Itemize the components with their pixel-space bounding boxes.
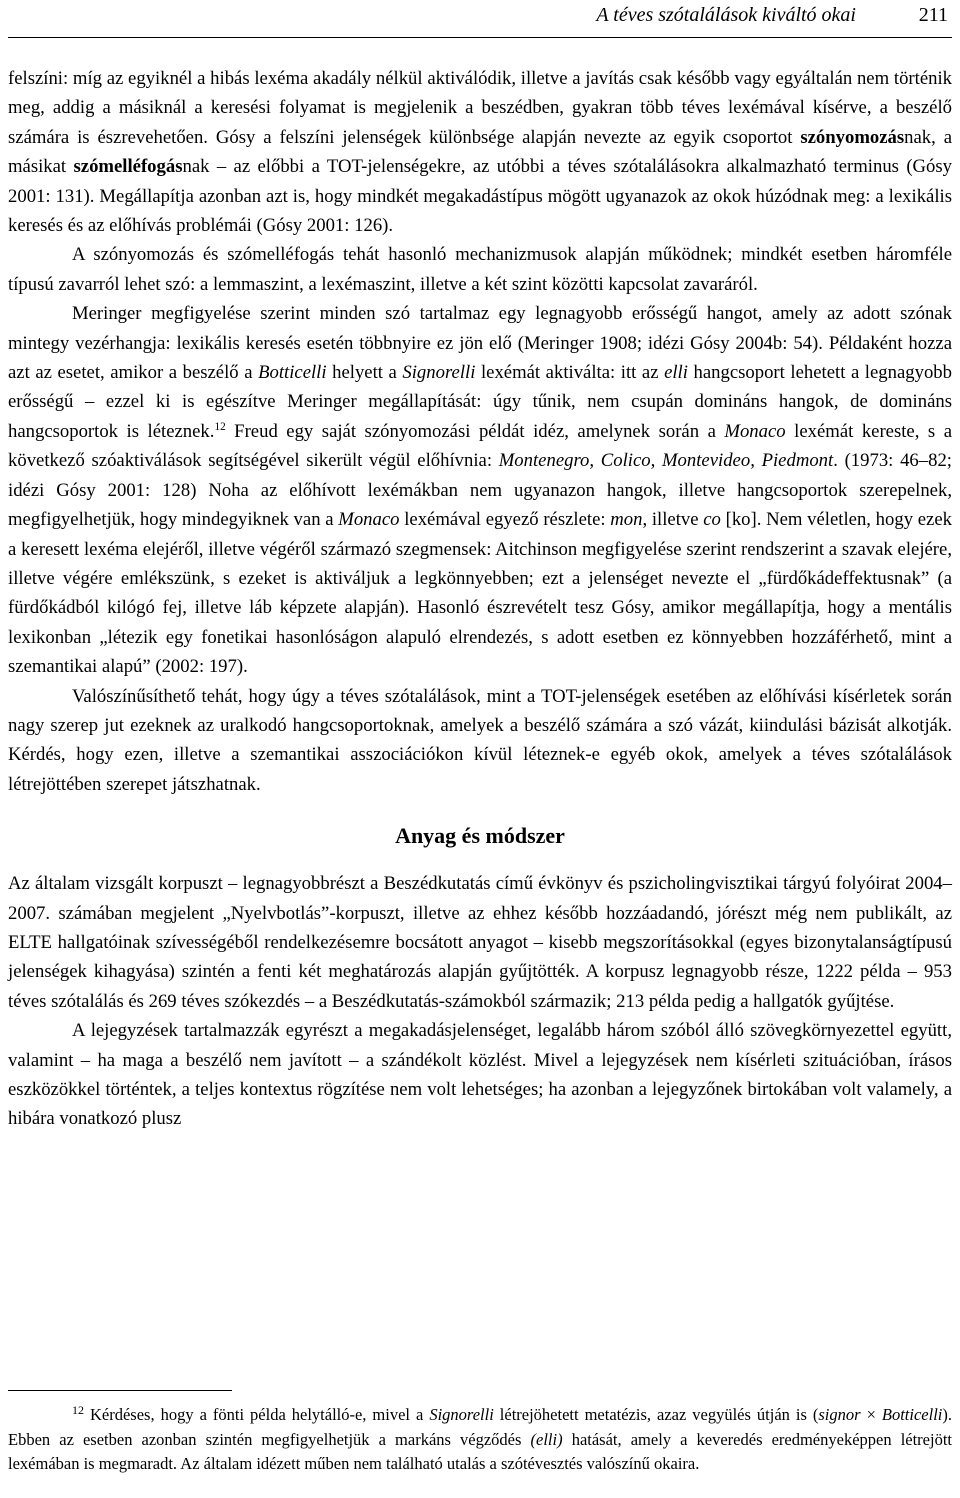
text-run: Kérdéses, hogy a fönti példa helytálló-e, mivel a [84,1405,430,1424]
italic-term: Monaco [338,509,400,531]
italic-term: Botticelli [258,362,327,384]
page-number: 211 [918,4,948,26]
italic-term: elli [664,362,688,384]
footnote-number: 12 [72,1403,84,1417]
italic-term: (elli) [530,1429,563,1449]
italic-term: Monaco [724,420,786,442]
footnote-rule [8,1390,232,1391]
section-heading: Anyag és módszer [395,823,565,849]
text-run: . (1973: 46–82; idézi Gósy 2001: 128) Noha az előhívott lexémákban nem ugyanazon hangok, illetve hangcsoportok szerepelnek, megfigyelhetjük, hogy mindegyiknek van a [8,450,953,531]
italic-term: Montenegro, Colico, Montevideo, Piedmont [498,450,834,472]
running-title: A téves szótalálások kiváltó okai [596,4,856,26]
text-run: Freud egy saját szónyomozási példát idéz, amelynek során a [225,420,725,442]
text-run: hangcsoport lehetett a legnagyobb erősségű – ezzel ki is egészítve Meringer megállapítását: úgy tűnik, nem csupán domináns hangok, de domináns hangcsoportok is léteznek. [8,362,952,442]
term-szomellefogas: szómelléfogás [73,156,183,178]
text-run: nak – az előbbi a TOT-jelenségekre, az utóbbi a téves szótalálásokra alkalmazható terminus (Gósy 2001: 131). Megállapítja azonban azt is, hogy mindkét megakadástípus mögött ugyanazok az okok húzódnak meg: a lexikális keresés és az előhívás problémái (Gósy 2001: 126). [8,156,952,237]
italic-term: co [703,509,721,531]
text-run: lexémát kereste, s a következő szóaktiválások segítségével sikerült végül előhívnia: [8,420,952,472]
body-text [8,64,952,1134]
paragraph-5: Az általam vizsgált korpuszt – legnagyobbrészt a Beszédkutatás című évkönyv és pszicholingvisztikai tárgyú folyóirat 2004–2007. számában megjelent „Nyelvbotlás”-korpuszt, illetve az ehhez később hozzáadandó, jórészt még nem publikált, az ELTE hallgatóinak szívességéből rendelkezésemre bocsátott anyagot – kisebb megszorításokkal (egyes bizonytalanságtípusú jelenségek kihagyása) szintén a fenti két meghatározás alapján gyűjtötték. A korpusz legnagyobb része, 1222 példa – 953 téves szótalálás és 269 téves szókezdés – a Beszédkutatás-számokból származik; 213 példa pedig a hallgatók gyűjtése. [8,873,952,1012]
text-run: létrejöhetett metatézis, azaz vegyülés útján is ( [493,1405,819,1424]
italic-term: signor [818,1405,861,1424]
footnote-12 [8,1398,952,1477]
header-rule [8,37,952,38]
italic-term: Signorelli [429,1405,494,1424]
footnote-reference[interactable]: 12 [214,420,226,433]
paragraph-2: A szónyomozás és szómelléfogás tehát hasonló mechanizmusok alapján működnek; mindkét esetben háromféle típusú zavarról lehet szó: a lemmaszint, a lexémaszint, illetve a két szint közötti kapcsolat zavaráról. [8,244,952,295]
italic-term: Signorelli [402,362,476,384]
text-run: [ko]. Nem véletlen, hogy ezek a keresett lexéma elejéről, illetve végéről származó szegmensek: Aitchinson megfigyelése szerint rendszerint a szavak elejére, illetve végére emlékszünk, s ezeket is aktiváljuk a legkönnyebben; ezt a jelenséget nevezte el „fürdőkádeffektusnak” (a fürdőkádból kilógó fej, illetve láb képzete alapján). Hasonló észrevételt tesz Gósy, amikor megállapítja, hogy a mentális lexikonban „létezik egy fonetikai hasonlóságon alapuló elrendezés, s adott esetben ez könnyebben hozzáférhető, mint a szemantikai alapú” (2002: 197). [8,509,952,678]
text-run: ). Ebben az esetben azonban szintén megfigyelhetjük a markáns végződés [8,1405,952,1449]
footnote [8,1398,952,1477]
text-run: felszíni: míg az egyiknél a hibás lexéma akadály nélkül aktiválódik, illetve a javítás csak később vagy egyáltalán nem történik meg, addig a másiknál a keresési folyamat is megjelenik a beszédben, gyakran több téves lexémával kísérve, a beszélő számára is észrevehetően. Gósy a felszíni jelenségek különbsége alapján nevezte az egyik csoportot [8,68,952,148]
term-szonyomozas: szónyomozás [800,126,905,148]
paragraph-1 [8,64,952,240]
text-run: nak, a másikat [8,126,952,178]
paragraph-6: A lejegyzések tartalmazzák egyrészt a megakadásjelenséget, legalább három szóból álló szövegkörnyezettel együtt, valamint – ha maga a beszélő nem javított – a szándékolt közlést. Mivel a lejegyzések nem kísérleti szituációban, írásos eszközökkel történtek, a teljes kontextus rögzítése nem volt lehetséges; ha azonban a lejegyzőnek birtokában volt valamely, a hibára vonatkozó plusz [8,1020,952,1130]
text-run: lexémát aktiválta: itt az [475,362,665,384]
italic-term: mon [610,509,643,531]
text-run: helyett a [326,362,403,384]
text-run: hatását, amely a keveredés eredményeképpen létrejött lexémában is megmaradt. Az általam idézett műben nem található utalás a szótévesztés valószínű okaira. [8,1429,953,1473]
text-run: lexémával egyező részlete: [399,509,611,531]
text-run: , illetve [642,509,704,531]
times-symbol: × [866,1405,876,1424]
text-run: Meringer megfigyelése szerint minden szó tartalmaz egy legnagyobb erősségű hangot, amely az adott szónak mintegy vezérhangja: lexikális keresés esetén többnyire ez jön elő (Meringer 1908; idézi Gósy 2004b: 54). Példaként hozza azt az esetet, amikor a beszélő a [8,303,952,384]
italic-term: Botticelli [881,1405,943,1424]
paragraph-3 [8,299,952,681]
paragraph-4: Valószínűsíthető tehát, hogy úgy a téves szótalálások, mint a TOT-jelenségek esetében az előhívási kísérletek során nagy szerep jut ezeknek az uralkodó hangcsoportoknak, amelyek a beszélő számára a szó vázát, kiindulási bázisát alkotják. Kérdés, hogy ezen, illetve a szemantikai asszociációkon kívül léteznek-e egyéb okok, amelyek a téves szótalálások létrejöttében szerepet játszhatnak. [8,685,952,795]
